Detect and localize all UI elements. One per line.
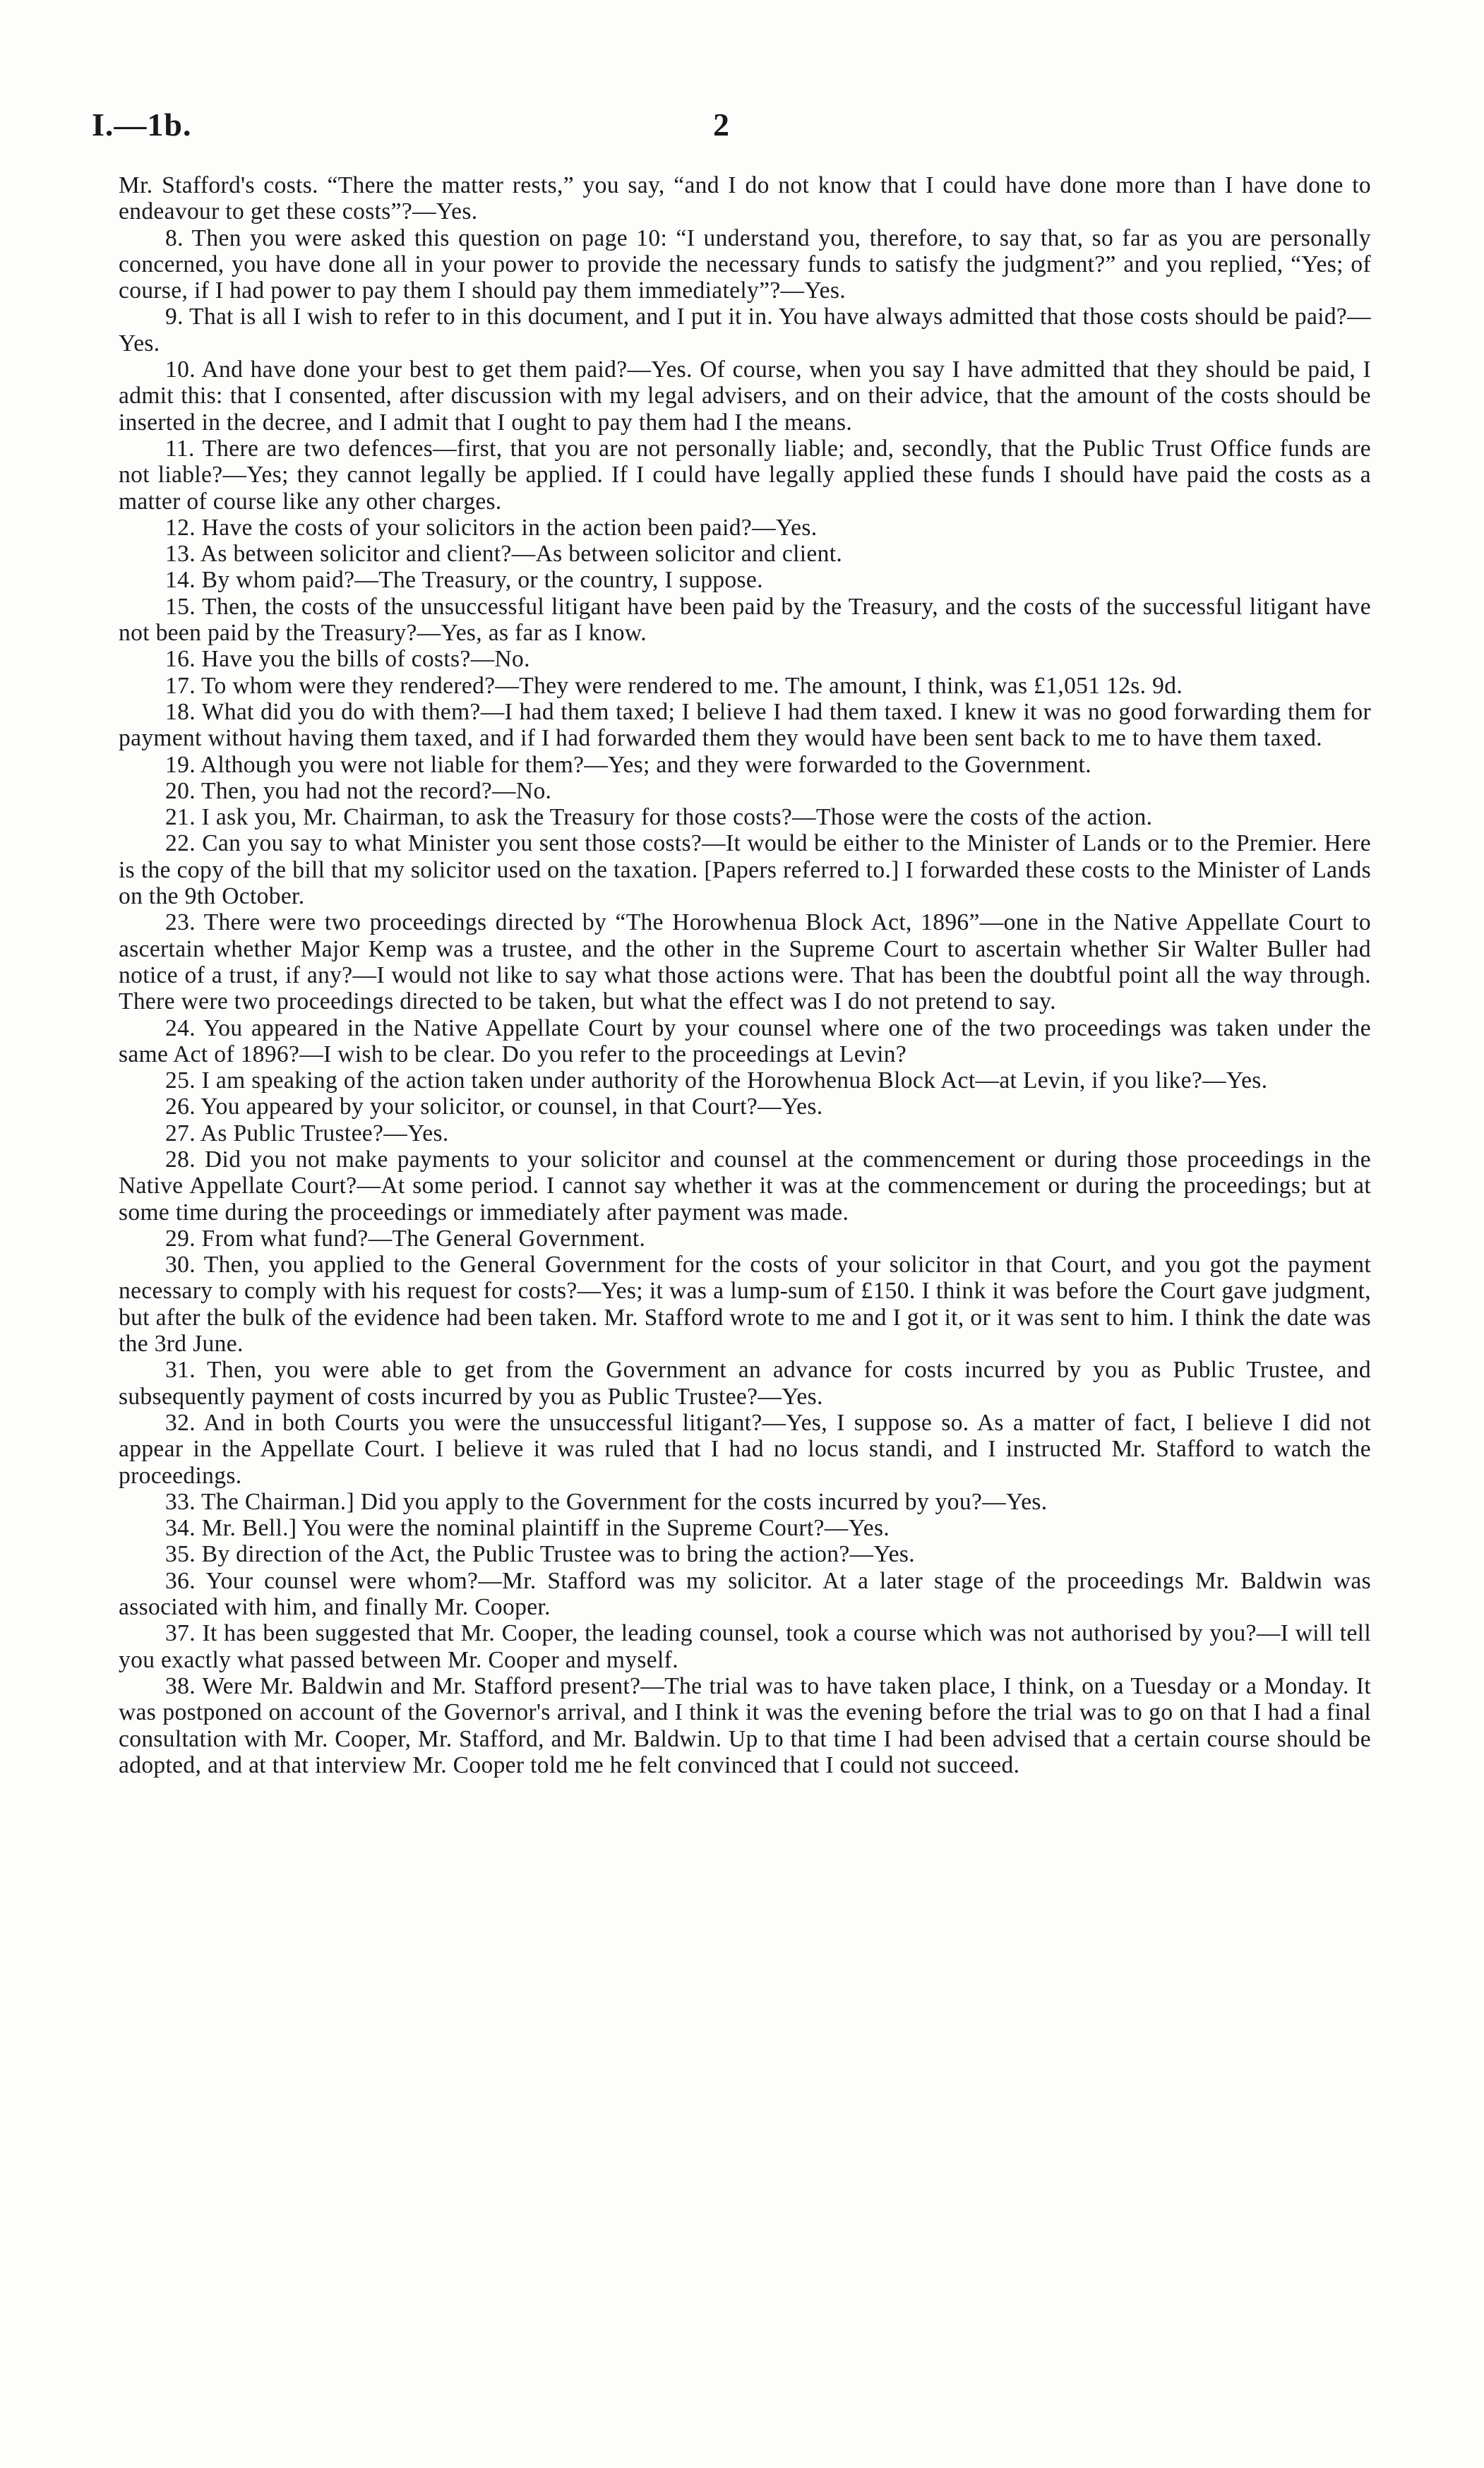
paragraph-36: 36. Your counsel were whom?—Mr. Stafford was my solicitor. At a later stage of the proceedings Mr. Baldwin was associated with him, and finally Mr. Cooper. [119, 1567, 1371, 1621]
paragraph-11: 11. There are two defences—first, that you are not personally liable; and, secondly, that the Public Trust Office funds are not liable?—Yes; they cannot legally be applied. If I could have legally applied these funds I should have paid the costs as a matter of course like any other charges. [119, 435, 1371, 515]
paragraph-28: 28. Did you not make payments to your solicitor and counsel at the commencement or during those proceedings in the Native Appellate Court?—At some period. I cannot say whether it was at the commencement or during the proceedings; but at some time during the proceedings or immediately after payment was made. [119, 1146, 1371, 1226]
paragraph-8: 8. Then you were asked this question on page 10: “I understand you, therefore, to say that, so far as you are personally concerned, you have done all in your power to provide the necessary funds to satisfy the judgment?” and you replied, “Yes; of course, if I had power to pay them I should pay them immediately”?—Yes. [119, 224, 1371, 304]
document-reference: I.—1b. [92, 107, 192, 143]
paragraph-20: 20. Then, you had not the record?—No. [165, 777, 552, 804]
paragraph-27: 27. As Public Trustee?—Yes. [165, 1120, 449, 1146]
paragraph-26: 26. You appeared by your solicitor, or counsel, in that Court?—Yes. [165, 1094, 823, 1120]
paragraph-23: 23. There were two proceedings directed by “The Horowhenua Block Act, 1896”—one in the Native Appellate Court to ascertain whether Major Kemp was a trustee, and the other in the Supreme Court to ascertain whether Sir Walter Buller had notice of a trust, if any?—I would not like to say what those actions were. That has been the doubtful point all the way through. There were two proceedings directed to be taken, but what the effect was I do not pretend to say. [119, 909, 1371, 1015]
paragraph-18: 18. What did you do with them?—I had them taxed; I believe I had them taxed. I knew it was no good forwarding them for payment without having them taxed, and if I had forwarded them they would have been sent back to me to have them taxed. [119, 698, 1371, 752]
paragraph-16: 16. Have you the bills of costs?—No. [165, 646, 530, 673]
paragraph-17: 17. To whom were they rendered?—They were rendered to me. The amount, I think, was £1,051 12s. 9d. [165, 672, 1183, 699]
paragraph-32: 32. And in both Courts you were the unsuccessful litigant?—Yes, I suppose so. As a matter of fact, I believe I did not appear in the Appellate Court. I believe it was ruled that I had no locus standi, and I instructed Mr. Stafford to watch the proceedings. [119, 1409, 1371, 1489]
paragraph-25: 25. I am speaking of the action taken under authority of the Horowhenua Block Act—at Levin, if you like?—Yes. [165, 1067, 1268, 1094]
paragraph-37: 37. It has been suggested that Mr. Cooper, the leading counsel, took a course which was not authorised by you?—I will tell you exactly what passed between Mr. Cooper and myself. [119, 1620, 1371, 1673]
paragraph-19: 19. Although you were not liable for them?—Yes; and they were forwarded to the Government. [165, 751, 1091, 778]
paragraph-29: 29. From what fund?—The General Government. [165, 1225, 646, 1252]
paragraph-35: 35. By direction of the Act, the Public Trustee was to bring the action?—Yes. [165, 1541, 915, 1568]
paragraph-24: 24. You appeared in the Native Appellate Court by your counsel where one of the two proceedings was taken under the same Act of 1896?—I wish to be clear. Do you refer to the proceedings at Levin? [119, 1014, 1371, 1067]
paragraph-12: 12. Have the costs of your solicitors in the action been paid?—Yes. [165, 514, 818, 541]
paragraph-30: 30. Then, you applied to the General Government for the costs of your solicitor in that Court, and you got the payment necessary to comply with his request for costs?—Yes; it was a lump-sum of £150. I think it was before the Court gave judgment, but after the bulk of the evidence had been taken. Mr. Stafford wrote to me and I got it, or it was sent to him. I think the date was the 3rd June. [119, 1252, 1371, 1358]
page-header [92, 106, 1391, 155]
paragraph-9: 9. That is all I wish to refer to in this document, and I put it in. You have always admitted that those costs should be paid?—Yes. [119, 304, 1371, 357]
paragraph-33: 33. The Chairman.] Did you apply to the Government for the costs incurred by you?—Yes. [165, 1488, 1048, 1515]
paragraph-38: 38. Were Mr. Baldwin and Mr. Stafford present?—The trial was to have taken place, I think, on a Tuesday or a Monday. It was postponed on account of the Governor's arrival, and I think it was the evening before the trial was to go on that I had a final consultation with Mr. Cooper, Mr. Stafford, and Mr. Baldwin. Up to that time I had been advised that a certain course should be adopted, and at that interview Mr. Cooper told me he felt convinced that I could not succeed. [119, 1672, 1371, 1778]
paragraph-13: 13. As between solicitor and client?—As between solicitor and client. [165, 541, 843, 568]
paragraph-14: 14. By whom paid?—The Treasury, or the country, I suppose. [165, 567, 763, 594]
paragraph-34: 34. Mr. Bell.] You were the nominal plaintiff in the Supreme Court?—Yes. [165, 1515, 890, 1542]
paragraph-21: 21. I ask you, Mr. Chairman, to ask the Treasury for those costs?—Those were the costs of the action. [165, 804, 1153, 831]
paragraph-22: 22. Can you say to what Minister you sent those costs?—It would be either to the Minister of Lands or to the Premier. Here is the copy of the bill that my solicitor used on the taxation. [Papers referred to.] I forwarded these costs to the Minister of Lands on the 9th October. [119, 830, 1371, 910]
paragraph-31: 31. Then, you were able to get from the Government an advance for costs incurred by you as Public Trustee, and subsequently payment of costs incurred by you as Public Trustee?—Yes. [119, 1357, 1371, 1410]
paragraph-10: 10. And have done your best to get them paid?—Yes. Of course, when you say I have admitted that they should be paid, I admit this: that I consented, after discussion with my legal advisers, and on their advice, that the amount of the costs should be inserted in the decree, and I admit that I ought to pay them had I the means. [119, 357, 1371, 436]
document-body [119, 172, 1371, 1778]
page-number: 2 [713, 107, 729, 143]
paragraph-continuation: Mr. Stafford's costs. “There the matter rests,” you say, “and I do not know that I could have done more than I have done to endeavour to get these costs”?—Yes. [119, 172, 1371, 225]
paragraph-15: 15. Then, the costs of the unsuccessful litigant have been paid by the Treasury, and the costs of the successful litigant have not been paid by the Treasury?—Yes, as far as I know. [119, 593, 1371, 647]
